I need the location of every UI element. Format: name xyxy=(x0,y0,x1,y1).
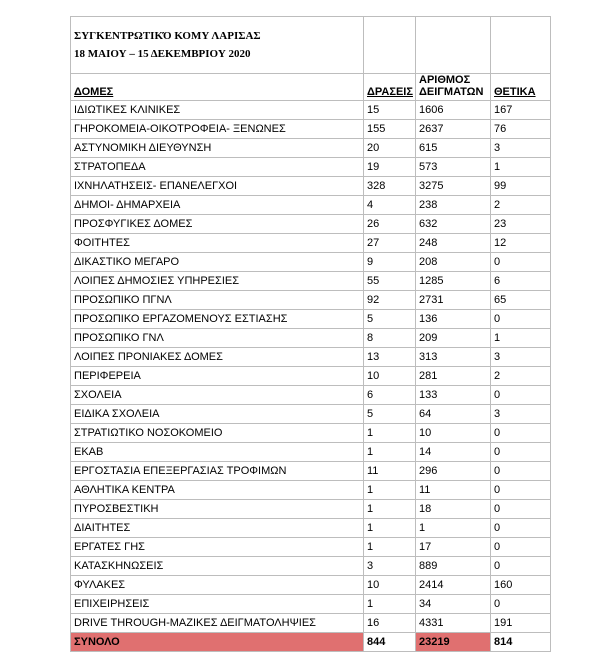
row-samples: 248 xyxy=(416,234,491,253)
table-row xyxy=(71,519,551,538)
row-samples: 209 xyxy=(416,329,491,348)
table-row xyxy=(71,310,551,329)
row-actions: 1 xyxy=(364,519,416,538)
table-row xyxy=(71,424,551,443)
row-positives: 0 xyxy=(491,538,551,557)
row-positives: 0 xyxy=(491,310,551,329)
table-row xyxy=(71,367,551,386)
row-positives: 0 xyxy=(491,386,551,405)
row-positives: 1 xyxy=(491,329,551,348)
row-name: ΔΗΜΟΙ- ΔΗΜΑΡΧΕΙΑ xyxy=(71,196,364,215)
row-actions: 55 xyxy=(364,272,416,291)
row-actions: 10 xyxy=(364,367,416,386)
table-row xyxy=(71,462,551,481)
row-positives: 1 xyxy=(491,158,551,177)
table-row xyxy=(71,139,551,158)
total-positives: 814 xyxy=(491,633,551,652)
row-positives: 167 xyxy=(491,101,551,120)
row-positives: 191 xyxy=(491,614,551,633)
summary-table xyxy=(70,16,551,652)
row-positives: 2 xyxy=(491,367,551,386)
table-row xyxy=(71,443,551,462)
row-actions: 20 xyxy=(364,139,416,158)
row-positives: 0 xyxy=(491,481,551,500)
total-samples: 23219 xyxy=(416,633,491,652)
row-actions: 5 xyxy=(364,310,416,329)
row-actions: 16 xyxy=(364,614,416,633)
row-positives: 0 xyxy=(491,519,551,538)
row-name: ΠΡΟΣΩΠΙΚΟ ΕΡΓΑΖΟΜΕΝΟΥΣ ΕΣΤΙΑΣΗΣ xyxy=(71,310,364,329)
row-samples: 313 xyxy=(416,348,491,367)
title-line-1: ΣΥΓΚΕΝΤΡΩΤΙΚΌ ΚΟΜΥ ΛΑΡΙΣΑΣ xyxy=(74,30,261,42)
row-samples: 2414 xyxy=(416,576,491,595)
row-actions: 8 xyxy=(364,329,416,348)
row-positives: 160 xyxy=(491,576,551,595)
row-positives: 65 xyxy=(491,291,551,310)
title-row-empty-cell xyxy=(491,17,551,74)
row-samples: 18 xyxy=(416,500,491,519)
table-row xyxy=(71,348,551,367)
header-samples-line-2: ΔΕΙΓΜΑΤΩΝ xyxy=(419,86,484,98)
row-name: ΠΡΟΣΩΠΙΚΟ ΠΓΝΛ xyxy=(71,291,364,310)
row-positives: 3 xyxy=(491,348,551,367)
table-row xyxy=(71,500,551,519)
table-row xyxy=(71,405,551,424)
table-row xyxy=(71,481,551,500)
row-name: ΕΠΙΧΕΙΡΗΣΕΙΣ xyxy=(71,595,364,614)
row-name: ΚΑΤΑΣΚΗΝΩΣΕΙΣ xyxy=(71,557,364,576)
header-samples-line-1: ΑΡΙΘΜΟΣ xyxy=(419,74,471,86)
row-actions: 5 xyxy=(364,405,416,424)
header-positives: ΘΕΤΙΚΑ xyxy=(491,74,551,101)
row-samples: 573 xyxy=(416,158,491,177)
row-samples: 208 xyxy=(416,253,491,272)
row-actions: 1 xyxy=(364,424,416,443)
table-row xyxy=(71,538,551,557)
row-positives: 0 xyxy=(491,500,551,519)
row-samples: 133 xyxy=(416,386,491,405)
row-positives: 76 xyxy=(491,120,551,139)
title-row xyxy=(71,17,551,74)
row-samples: 14 xyxy=(416,443,491,462)
header-samples xyxy=(416,74,491,101)
row-actions: 4 xyxy=(364,196,416,215)
table-row xyxy=(71,595,551,614)
row-actions: 6 xyxy=(364,386,416,405)
row-samples: 296 xyxy=(416,462,491,481)
row-positives: 0 xyxy=(491,595,551,614)
row-name: ΠΡΟΣΩΠΙΚΟ ΓΝΛ xyxy=(71,329,364,348)
table-row xyxy=(71,215,551,234)
row-samples: 2731 xyxy=(416,291,491,310)
row-actions: 15 xyxy=(364,101,416,120)
row-samples: 615 xyxy=(416,139,491,158)
row-samples: 2637 xyxy=(416,120,491,139)
row-name: ΙΧΝΗΛΑΤΗΣΕΙΣ- ΕΠΑΝΕΛΕΓΧΟΙ xyxy=(71,177,364,196)
row-name: ΛΟΙΠΕΣ ΔΗΜΟΣΙΕΣ ΥΠΗΡΕΣΙΕΣ xyxy=(71,272,364,291)
row-positives: 0 xyxy=(491,424,551,443)
row-positives: 3 xyxy=(491,139,551,158)
row-positives: 3 xyxy=(491,405,551,424)
row-actions: 26 xyxy=(364,215,416,234)
title-row-empty-cell xyxy=(416,17,491,74)
title-row-empty-cell xyxy=(364,17,416,74)
row-samples: 136 xyxy=(416,310,491,329)
row-actions: 1 xyxy=(364,500,416,519)
table-row xyxy=(71,614,551,633)
row-positives: 0 xyxy=(491,557,551,576)
row-positives: 0 xyxy=(491,253,551,272)
table-row xyxy=(71,576,551,595)
row-samples: 64 xyxy=(416,405,491,424)
row-positives: 12 xyxy=(491,234,551,253)
row-actions: 11 xyxy=(364,462,416,481)
row-samples: 889 xyxy=(416,557,491,576)
row-samples: 34 xyxy=(416,595,491,614)
row-actions: 9 xyxy=(364,253,416,272)
row-samples: 11 xyxy=(416,481,491,500)
row-positives: 99 xyxy=(491,177,551,196)
row-name: ΣΤΡΑΤΙΩΤΙΚΟ ΝΟΣΟΚΟΜΕΙΟ xyxy=(71,424,364,443)
row-samples: 10 xyxy=(416,424,491,443)
row-actions: 328 xyxy=(364,177,416,196)
row-name: ΠΥΡΟΣΒΕΣΤΙΚΗ xyxy=(71,500,364,519)
row-name: ΕΡΓΑΤΕΣ ΓΗΣ xyxy=(71,538,364,557)
table-row xyxy=(71,158,551,177)
row-actions: 3 xyxy=(364,557,416,576)
row-samples: 632 xyxy=(416,215,491,234)
row-name: ΔΙΚΑΣΤΙΚΟ ΜΕΓΑΡΟ xyxy=(71,253,364,272)
row-name: ΠΡΟΣΦΥΓΙΚΕΣ ΔΟΜΕΣ xyxy=(71,215,364,234)
row-name: ΕΡΓΟΣΤΑΣΙΑ ΕΠΕΞΕΡΓΑΣΙΑΣ ΤΡΟΦΙΜΩΝ xyxy=(71,462,364,481)
row-actions: 1 xyxy=(364,443,416,462)
table-row xyxy=(71,253,551,272)
row-name: ΔΙΑΙΤΗΤΕΣ xyxy=(71,519,364,538)
row-samples: 238 xyxy=(416,196,491,215)
row-positives: 0 xyxy=(491,462,551,481)
row-name: ΦΟΙΤΗΤΕΣ xyxy=(71,234,364,253)
total-row xyxy=(71,633,551,652)
row-name: ΣΤΡΑΤΟΠΕΔΑ xyxy=(71,158,364,177)
row-name: ΣΧΟΛΕΙΑ xyxy=(71,386,364,405)
table-title xyxy=(71,17,364,74)
table-row xyxy=(71,329,551,348)
row-positives: 0 xyxy=(491,443,551,462)
row-name: ΠΕΡΙΦΕΡΕΙΑ xyxy=(71,367,364,386)
row-actions: 92 xyxy=(364,291,416,310)
row-name: ΓΗΡΟΚΟΜΕΙΑ-ΟΙΚΟΤΡΟΦΕΙΑ- ΞΕΝΩΝΕΣ xyxy=(71,120,364,139)
header-actions: ΔΡΑΣΕΙΣ xyxy=(364,74,416,101)
row-name: ΑΣΤΥΝΟΜΙΚΗ ΔΙΕΥΘΥΝΣΗ xyxy=(71,139,364,158)
row-samples: 281 xyxy=(416,367,491,386)
table-row xyxy=(71,557,551,576)
row-actions: 1 xyxy=(364,481,416,500)
table-row xyxy=(71,196,551,215)
row-name: ΕΚΑΒ xyxy=(71,443,364,462)
row-actions: 155 xyxy=(364,120,416,139)
table-row xyxy=(71,234,551,253)
row-samples: 4331 xyxy=(416,614,491,633)
total-label: ΣΥΝΟΛΟ xyxy=(71,633,364,652)
row-name: ΛΟΙΠΕΣ ΠΡΟΝΙΑΚΕΣ ΔΟΜΕΣ xyxy=(71,348,364,367)
title-line-2: 18 ΜΑΙΟΥ – 15 ΔΕΚΕΜΒΡΙΟΥ 2020 xyxy=(74,48,251,60)
table-row xyxy=(71,291,551,310)
row-positives: 23 xyxy=(491,215,551,234)
row-actions: 10 xyxy=(364,576,416,595)
row-samples: 17 xyxy=(416,538,491,557)
table-row xyxy=(71,177,551,196)
row-name: ΦΥΛΑΚΕΣ xyxy=(71,576,364,595)
row-positives: 6 xyxy=(491,272,551,291)
row-actions: 1 xyxy=(364,538,416,557)
row-actions: 27 xyxy=(364,234,416,253)
row-name: ΕΙΔΙΚΑ ΣΧΟΛΕΙΑ xyxy=(71,405,364,424)
row-name: ΙΔΙΩΤΙΚΕΣ ΚΛΙΝΙΚΕΣ xyxy=(71,101,364,120)
row-actions: 13 xyxy=(364,348,416,367)
row-actions: 1 xyxy=(364,595,416,614)
row-samples: 3275 xyxy=(416,177,491,196)
header-row xyxy=(71,74,551,101)
row-positives: 2 xyxy=(491,196,551,215)
row-samples: 1285 xyxy=(416,272,491,291)
total-actions: 844 xyxy=(364,633,416,652)
table-row xyxy=(71,386,551,405)
row-actions: 19 xyxy=(364,158,416,177)
table-row xyxy=(71,120,551,139)
table-row xyxy=(71,101,551,120)
row-name: ΑΘΛΗΤΙΚΑ ΚΕΝΤΡΑ xyxy=(71,481,364,500)
row-samples: 1606 xyxy=(416,101,491,120)
header-structures: ΔΟΜΕΣ xyxy=(71,74,364,101)
row-samples: 1 xyxy=(416,519,491,538)
table-row xyxy=(71,272,551,291)
row-name: DRIVE THROUGH-ΜΑΖΙΚΕΣ ΔΕΙΓΜΑΤΟΛΗΨΙΕΣ xyxy=(71,614,364,633)
